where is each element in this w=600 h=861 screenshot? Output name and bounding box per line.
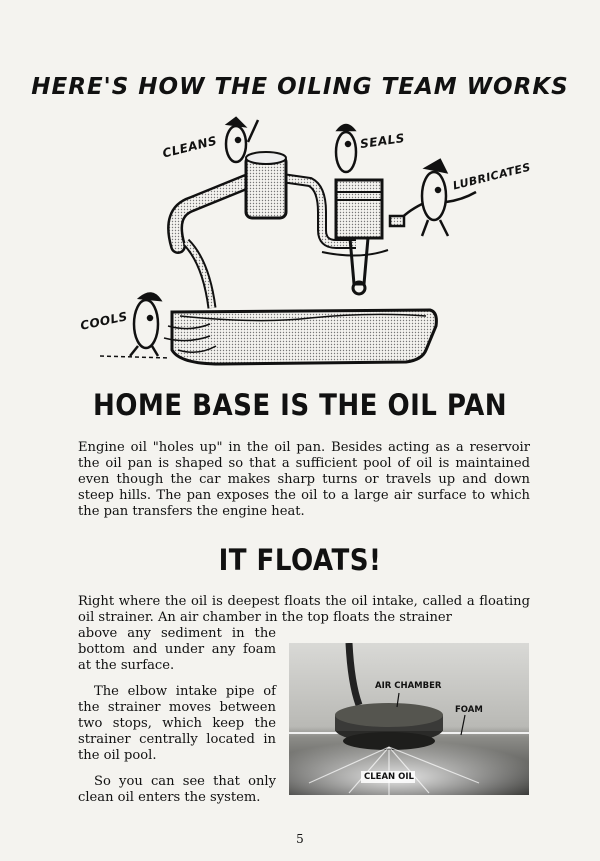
floats-paragraph-1: above any sediment in the bottom and under any foam at the surface. [78, 626, 276, 673]
oiling-team-illustration [60, 112, 540, 374]
label-air-chamber: AIR CHAMBER [375, 681, 442, 691]
oil-pan-heading: HOME BASE IS THE OIL PAN [92, 388, 508, 422]
it-floats-heading: IT FLOATS! [218, 543, 382, 577]
floats-intro-paragraph: Right where the oil is deepest floats the oil intake, called a floating oil strainer. An air chamber in the top floats the strainer [78, 594, 530, 625]
oil-pan-shape [164, 310, 436, 364]
floats-paragraph-3: So you can see that only clean oil enters the system. [78, 774, 276, 805]
piston-shape [322, 180, 388, 294]
label-cools: COOLS [79, 309, 129, 333]
character-seals [336, 125, 356, 172]
character-cools [130, 293, 160, 356]
page-number: 5 [296, 832, 304, 846]
oil-pan-paragraph: Engine oil "holes up" in the oil pan. Besides acting as a reservoir the oil pan is shaped so that a sufficient pool of oil is maintained even though the car makes sharp turns or travels up and down steep hills. The pan exposes the oil to a large air surface to which the pan transfers the engine heat. [78, 440, 530, 519]
label-seals: SEALS [359, 130, 406, 152]
label-clean-oil: CLEAN OIL [364, 772, 414, 782]
label-lubricates: LUBRICATES [451, 160, 533, 193]
label-cleans: CLEANS [161, 133, 219, 161]
oiling-team-drawing [60, 112, 540, 374]
filter-canister-shape [246, 152, 286, 218]
floats-column-text [78, 626, 276, 816]
character-lubricates [390, 160, 476, 236]
floats-paragraph-2: The elbow intake pipe of the strainer moves between two stops, which keep the strainer centrally located in the oil pool. [78, 684, 276, 763]
top-heading: HERE'S HOW THE OILING TEAM WORKS [31, 74, 569, 100]
label-foam: FOAM [455, 705, 483, 715]
oil-strainer-photo [289, 643, 529, 795]
